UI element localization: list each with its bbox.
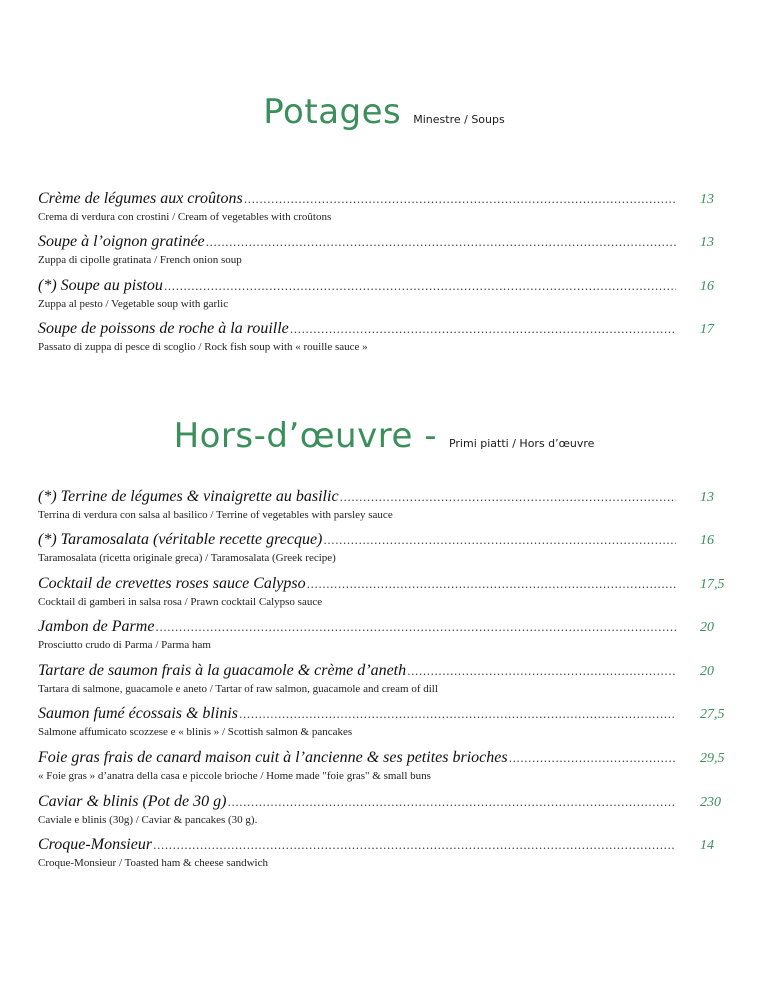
item-price: 13	[700, 235, 714, 250]
hors-header	[0, 416, 768, 456]
leader-dots	[155, 621, 676, 634]
menu-item	[38, 190, 750, 230]
leader-dots	[323, 534, 676, 547]
hors-title: Hors-d’œuvre -	[173, 416, 437, 456]
menu-item	[38, 749, 750, 789]
leader-dots	[164, 280, 676, 293]
item-name: (*) Taramosalata (véritable recette grecque)	[38, 531, 323, 548]
item-name: Saumon fumé écossais & blinis	[38, 705, 238, 722]
potages-header	[0, 92, 768, 132]
item-name: Foie gras frais de canard maison cuit à l’ancienne & ses petites brioches	[38, 749, 508, 766]
item-price: 20	[700, 664, 714, 679]
item-name: Crème de légumes aux croûtons	[38, 190, 243, 207]
item-name: Soupe à l’oignon gratinée	[38, 233, 205, 250]
item-price: 13	[700, 192, 714, 207]
item-name: Caviar & blinis (Pot de 30 g)	[38, 793, 227, 810]
leader-dots	[153, 839, 676, 852]
potages-subtitle: Minestre / Soups	[413, 113, 505, 126]
item-description: Passato di zuppa di pesce di scoglio / Rock fish soup with « rouille sauce »	[38, 341, 368, 353]
item-description: Salmone affumicato scozzese e « blinis » / Scottish salmon & pancakes	[38, 726, 353, 738]
item-price: 16	[700, 279, 714, 294]
item-name: Tartare de saumon frais à la guacamole & crème d’aneth	[38, 662, 407, 679]
item-name: Cocktail de crevettes roses sauce Calypso	[38, 575, 306, 592]
item-price: 29,5	[700, 751, 725, 766]
item-price: 27,5	[700, 707, 725, 722]
menu-item	[38, 662, 750, 702]
item-description: Cocktail di gamberi in salsa rosa / Prawn cocktail Calypso sauce	[38, 596, 323, 608]
item-name: Croque-Monsieur	[38, 836, 153, 853]
item-description: Tartara di salmone, guacamole e aneto / Tartar of raw salmon, guacamole and cream of dill	[38, 683, 438, 695]
leader-dots	[239, 708, 676, 721]
item-price: 13	[700, 490, 714, 505]
menu-item	[38, 836, 750, 876]
menu-item	[38, 320, 750, 360]
leader-dots	[509, 752, 676, 765]
item-name: (*) Terrine de légumes & vinaigrette au basilic	[38, 488, 339, 505]
menu-item	[38, 618, 750, 658]
item-price: 17,5	[700, 577, 725, 592]
item-price: 230	[700, 795, 721, 810]
item-name: (*) Soupe au pistou	[38, 277, 163, 294]
item-price: 17	[700, 322, 714, 337]
hors-subtitle: Primi piatti / Hors d’œuvre	[448, 437, 595, 450]
menu-item	[38, 793, 750, 833]
item-description: Zuppa al pesto / Vegetable soup with garlic	[38, 298, 229, 310]
leader-dots	[307, 578, 676, 591]
item-description: « Foie gras » d’anatra della casa e piccole brioche / Home made "foie gras" & small buns	[38, 770, 431, 782]
item-description: Zuppa di cipolle gratinata / French onion soup	[38, 254, 242, 266]
leader-dots	[340, 491, 676, 504]
potages-title: Potages	[263, 92, 402, 132]
item-description: Terrina di verdura con salsa al basilico / Terrine of vegetables with parsley sauce	[38, 509, 393, 521]
leader-dots	[407, 665, 676, 678]
leader-dots	[244, 193, 676, 206]
menu-item	[38, 488, 750, 528]
item-price: 14	[700, 838, 714, 853]
item-price: 16	[700, 533, 714, 548]
menu-item	[38, 277, 750, 317]
menu-item	[38, 575, 750, 615]
menu-item	[38, 531, 750, 571]
item-description: Crema di verdura con crostini / Cream of vegetables with croûtons	[38, 211, 332, 223]
leader-dots	[227, 796, 676, 809]
item-description: Prosciutto crudo di Parma / Parma ham	[38, 639, 211, 651]
leader-dots	[206, 236, 676, 249]
menu-item	[38, 233, 750, 273]
item-description: Caviale e blinis (30g) / Caviar & pancakes (30 g).	[38, 814, 258, 826]
menu-item	[38, 705, 750, 745]
item-description: Croque-Monsieur / Toasted ham & cheese sandwich	[38, 857, 268, 869]
item-price: 20	[700, 620, 714, 635]
item-name: Jambon de Parme	[38, 618, 155, 635]
leader-dots	[290, 323, 676, 336]
item-description: Taramosalata (ricetta originale greca) / Taramosalata (Greek recipe)	[38, 552, 336, 564]
item-name: Soupe de poissons de roche à la rouille	[38, 320, 289, 337]
